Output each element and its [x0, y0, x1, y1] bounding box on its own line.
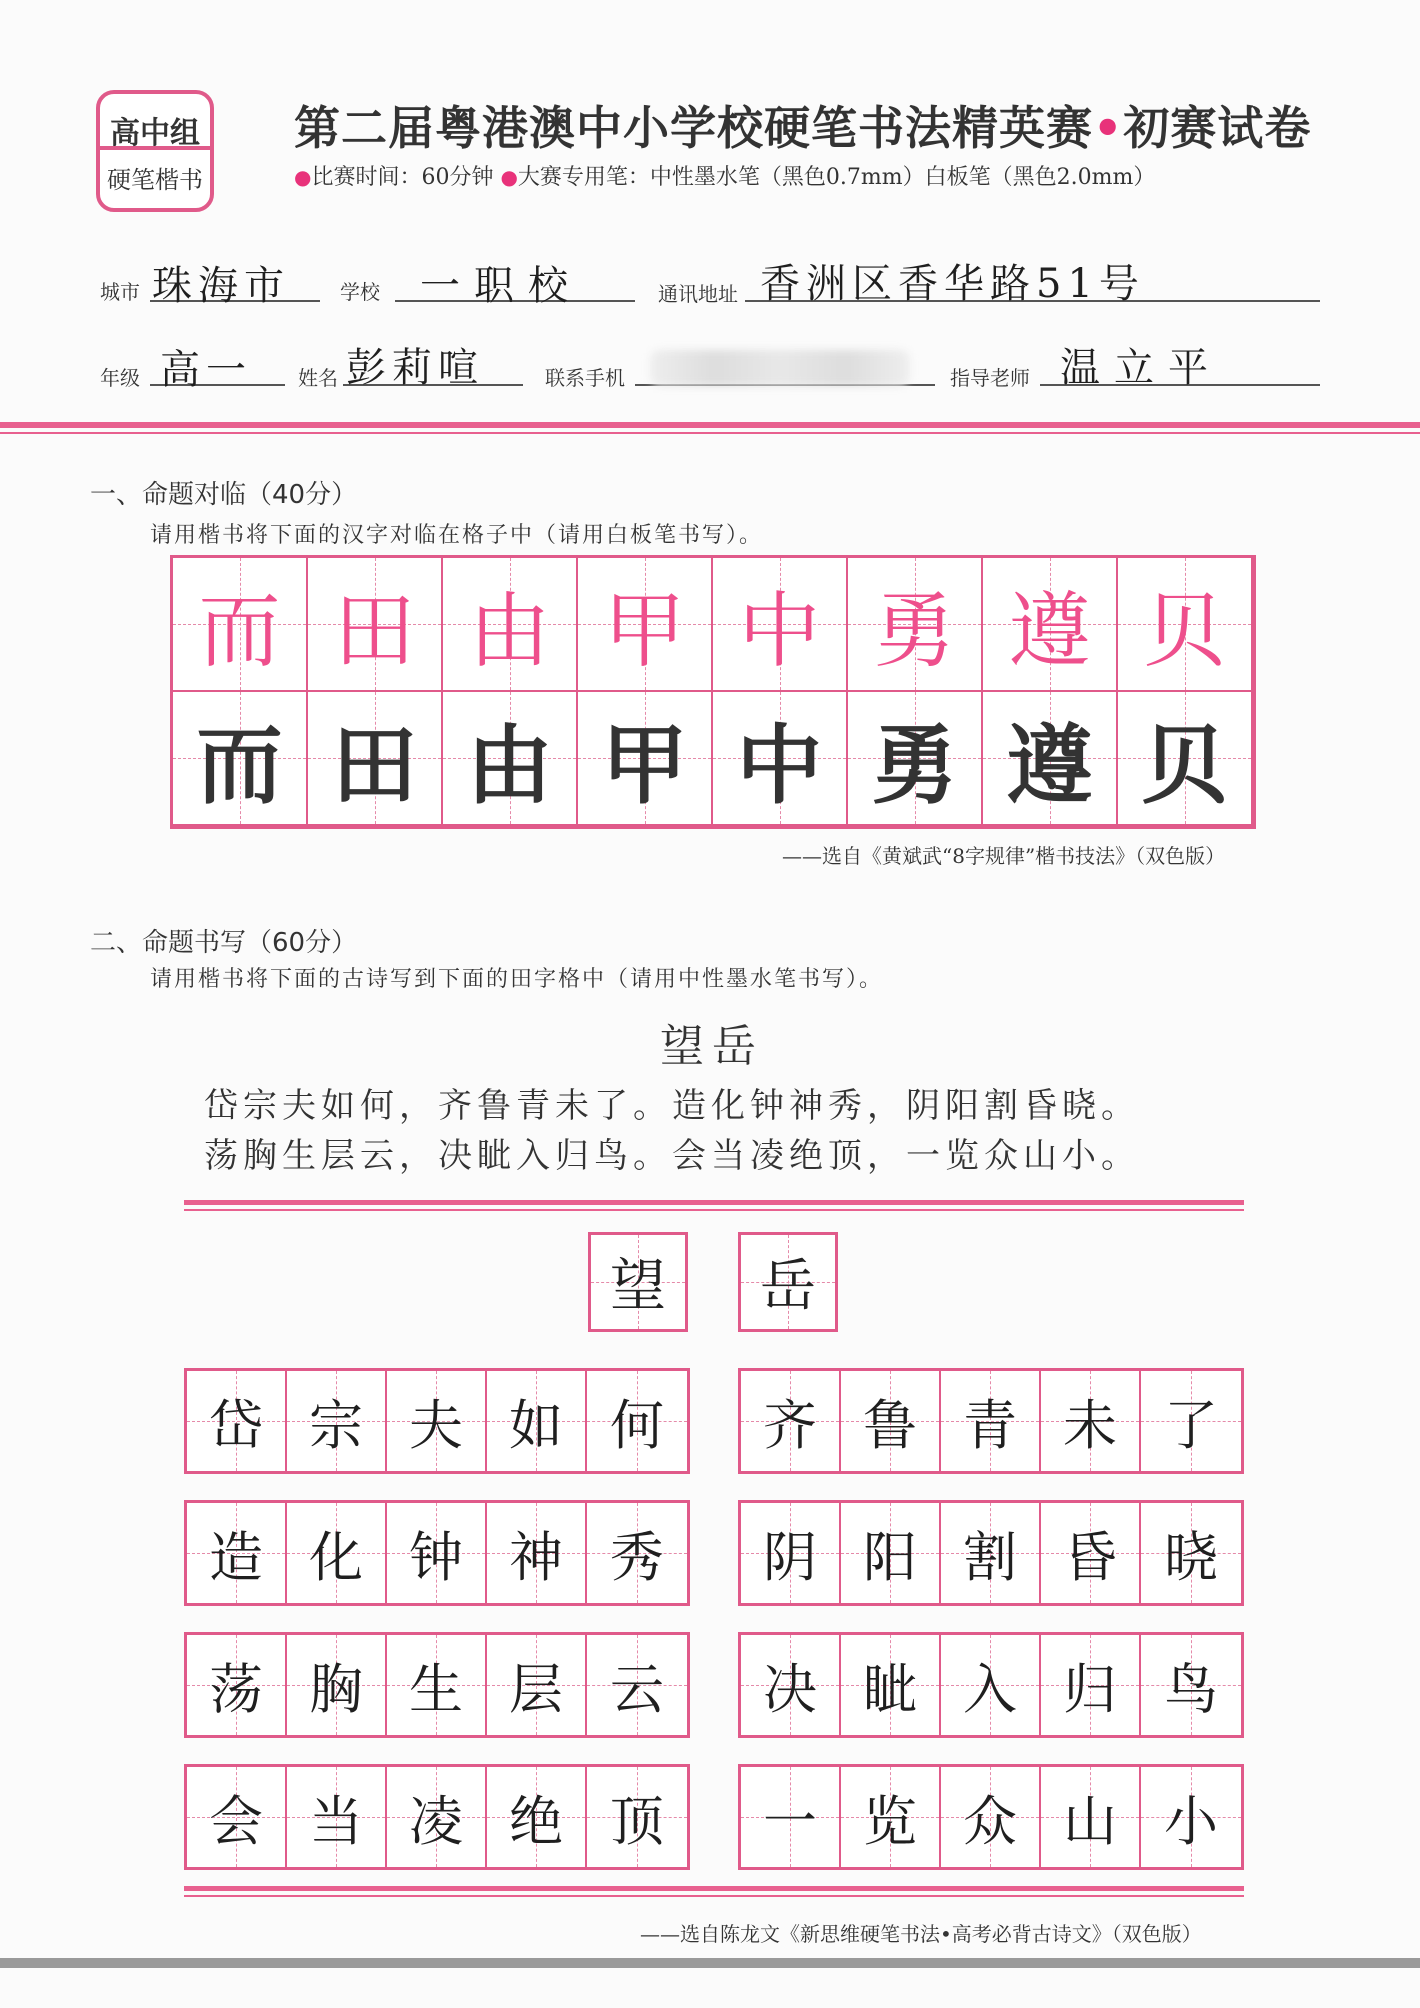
handwritten-char: 鸟 [1164, 1657, 1218, 1721]
contest-time: 比赛时间：60分钟 [311, 165, 494, 190]
grid-cell [287, 1503, 387, 1603]
grid-cell [487, 1503, 587, 1603]
badge-category-label: 硬笔楷书 [107, 166, 203, 194]
handwritten-char: 未 [1063, 1393, 1117, 1457]
handwritten-char: 神 [509, 1525, 563, 1589]
grid-cell [443, 692, 578, 826]
grid-cell [587, 1635, 687, 1735]
grid-cell [1041, 1371, 1141, 1471]
handwritten-char: 阴 [763, 1525, 817, 1589]
section1-instructions: 请用楷书将下面的汉字对临在格子中（请用白板笔书写）。 [150, 523, 764, 548]
grid-cell [1141, 1371, 1241, 1471]
handwritten-char: 造 [209, 1525, 263, 1589]
grid-cell [587, 1371, 687, 1471]
model-char: 中 [738, 583, 821, 679]
grid-cell [308, 558, 443, 692]
grid-cell [587, 1503, 687, 1603]
handwritten-char: 荡 [209, 1657, 263, 1721]
grid-cell [741, 1767, 841, 1867]
handwritten-char: 如 [509, 1393, 563, 1457]
handwritten-char: 会 [209, 1789, 263, 1853]
written-char: 而 [196, 716, 283, 816]
grid-cell [841, 1503, 941, 1603]
grid-cell [1041, 1635, 1141, 1735]
handwritten-char: 秀 [610, 1525, 664, 1589]
grid-cell [1118, 558, 1253, 692]
model-char: 贝 [1143, 583, 1226, 679]
grid-cell [287, 1371, 387, 1471]
group-badge [96, 90, 214, 212]
phone-label: 联系手机 [545, 366, 625, 390]
grid-cell [187, 1503, 287, 1603]
model-char: 田 [333, 583, 416, 679]
section1-source: ——选自《黄斌武“8字规律”楷书技法》（双色版） [782, 844, 1226, 868]
title-box-1 [588, 1232, 688, 1332]
written-char: 勇 [871, 716, 958, 816]
name-label: 姓名 [298, 366, 338, 390]
written-title-char: 岳 [760, 1254, 816, 1319]
poem-divider-top [184, 1200, 1244, 1205]
grid-cell [287, 1635, 387, 1735]
written-char: 遵 [1006, 716, 1093, 816]
grid-cell [941, 1767, 1041, 1867]
handwritten-char: 岱 [209, 1393, 263, 1457]
poem-divider-bottom [184, 1886, 1244, 1891]
grid-cell [173, 558, 308, 692]
grade-label: 年级 [100, 366, 140, 390]
grid-cell [848, 692, 983, 826]
written-char: 由 [466, 716, 553, 816]
school-value: 一职校 [420, 263, 582, 309]
grid-cell [387, 1503, 487, 1603]
grid-cell [983, 692, 1118, 826]
handwritten-char: 决 [763, 1657, 817, 1721]
title-box-2 [738, 1232, 838, 1332]
grid-cell [841, 1635, 941, 1735]
handwritten-char: 何 [610, 1393, 664, 1457]
bullet-icon: ● [500, 165, 518, 189]
handwritten-char: 生 [409, 1657, 463, 1721]
handwritten-char: 归 [1063, 1657, 1117, 1721]
handwritten-char: 入 [963, 1657, 1017, 1721]
handwritten-char: 齐 [763, 1393, 817, 1457]
grid-cell [713, 558, 848, 692]
grid-cell [308, 692, 443, 826]
grid-cell [287, 1767, 387, 1867]
grid-cell [941, 1371, 1041, 1471]
grid-cell [187, 1635, 287, 1735]
school-label: 学校 [340, 280, 380, 304]
grid-cell [941, 1503, 1041, 1603]
poem-row-grid [184, 1764, 690, 1870]
address-value: 香洲区香华路51号 [760, 261, 1145, 307]
handwritten-char: 山 [1063, 1789, 1117, 1853]
grid-cell [443, 558, 578, 692]
title-main: 第二届粤港澳中小学校硬笔书法精英赛 [294, 101, 1093, 155]
handwritten-char: 昏 [1063, 1525, 1117, 1589]
bullet-icon: ● [294, 165, 312, 189]
contest-rules [294, 160, 1155, 191]
handwritten-char: 了 [1164, 1393, 1218, 1457]
poem-line-2: 荡胸生层云，决眦入归鸟。会当凌绝顶，一览众山小。 [204, 1136, 1140, 1176]
handwritten-char: 晓 [1164, 1525, 1218, 1589]
grid-cell [941, 1635, 1041, 1735]
grid-cell [578, 558, 713, 692]
model-char: 勇 [873, 583, 956, 679]
handwritten-char: 一 [763, 1789, 817, 1853]
poem-row-grid [738, 1632, 1244, 1738]
header-divider-thin [0, 432, 1420, 434]
model-char: 而 [198, 583, 281, 679]
poem-row-grid [184, 1500, 690, 1606]
grid-cell [1041, 1767, 1141, 1867]
grid-cell [741, 1635, 841, 1735]
grid-cell [173, 692, 308, 826]
grid-cell [741, 1371, 841, 1471]
grid-cell [387, 1635, 487, 1735]
written-char: 甲 [601, 716, 688, 816]
handwritten-char: 顶 [610, 1789, 664, 1853]
poem-row-grid [738, 1500, 1244, 1606]
written-char: 中 [736, 716, 823, 816]
model-char: 甲 [603, 583, 686, 679]
model-char: 由 [468, 583, 551, 679]
teacher-value: 温立平 [1060, 345, 1222, 391]
section2-source: ——选自陈龙文《新思维硬笔书法•高考必背古诗文》（双色版） [640, 1922, 1202, 1946]
poem-title: 望岳 [660, 1021, 764, 1072]
grid-cell [187, 1371, 287, 1471]
grid-cell [187, 1767, 287, 1867]
handwritten-char: 众 [963, 1789, 1017, 1853]
written-char: 贝 [1141, 716, 1228, 816]
redacted-phone [650, 350, 910, 386]
handwritten-char: 割 [963, 1525, 1017, 1589]
copy-practice-grid [170, 555, 1256, 829]
section2-instructions: 请用楷书将下面的古诗写到下面的田字格中（请用中性墨水笔书写）。 [150, 967, 884, 992]
poem-line-1: 岱宗夫如何，齐鲁青未了。造化钟神秀，阴阳割昏晓。 [204, 1086, 1140, 1126]
handwritten-char: 览 [863, 1789, 917, 1853]
grid-cell [983, 558, 1118, 692]
grade-value: 高一 [160, 347, 252, 393]
written-char: 田 [331, 716, 418, 816]
handwritten-char: 化 [309, 1525, 363, 1589]
footer-bar [0, 1958, 1420, 1968]
poem-divider-bottom-thin [184, 1895, 1244, 1897]
handwritten-char: 绝 [509, 1789, 563, 1853]
section2-title: 二、命题书写（60分） [90, 928, 358, 958]
grid-cell [1141, 1767, 1241, 1867]
grid-cell [1041, 1503, 1141, 1603]
title-dot: • [1093, 101, 1124, 155]
handwritten-char: 小 [1164, 1789, 1218, 1853]
handwritten-char: 钟 [409, 1525, 463, 1589]
contest-pens: 大赛专用笔：中性墨水笔（黑色0.7mm）白板笔（黑色2.0mm） [517, 165, 1156, 190]
handwritten-char: 层 [509, 1657, 563, 1721]
handwritten-char: 当 [309, 1789, 363, 1853]
handwritten-char: 夫 [409, 1393, 463, 1457]
teacher-label: 指导老师 [950, 366, 1030, 390]
handwritten-char: 眦 [863, 1657, 917, 1721]
city-label: 城市 [100, 280, 140, 304]
page-title [294, 92, 1311, 158]
poem-row-grid [184, 1632, 690, 1738]
grid-cell [848, 558, 983, 692]
grid-cell [1118, 692, 1253, 826]
grid-cell [713, 692, 848, 826]
grid-cell [387, 1767, 487, 1867]
header-divider [0, 422, 1420, 428]
poem-row-grid [184, 1368, 690, 1474]
title-tail: 初赛试卷 [1123, 101, 1312, 155]
grid-cell [1141, 1635, 1241, 1735]
handwritten-char: 鲁 [863, 1393, 917, 1457]
city-value: 珠海市 [152, 263, 290, 309]
grid-cell [587, 1767, 687, 1867]
grid-cell [387, 1371, 487, 1471]
grid-cell [487, 1635, 587, 1735]
model-char: 遵 [1008, 583, 1091, 679]
grid-cell [841, 1371, 941, 1471]
section1-title: 一、命题对临（40分） [90, 480, 358, 510]
name-value: 彭莉喧 [346, 345, 484, 391]
grid-cell [487, 1371, 587, 1471]
poem-row-grid [738, 1764, 1244, 1870]
handwritten-char: 青 [963, 1393, 1017, 1457]
handwritten-char: 云 [610, 1657, 664, 1721]
written-title-char: 望 [610, 1254, 666, 1319]
grid-cell [741, 1503, 841, 1603]
badge-group-label: 高中组 [110, 116, 200, 151]
handwritten-char: 胸 [309, 1657, 363, 1721]
address-label: 通讯地址 [658, 282, 738, 306]
handwritten-char: 宗 [309, 1393, 363, 1457]
grid-cell [841, 1767, 941, 1867]
grid-cell [1141, 1503, 1241, 1603]
poem-divider-top-thin [184, 1209, 1244, 1211]
grid-cell [578, 692, 713, 826]
handwritten-char: 阳 [863, 1525, 917, 1589]
handwritten-char: 凌 [409, 1789, 463, 1853]
poem-row-grid [738, 1368, 1244, 1474]
grid-cell [487, 1767, 587, 1867]
